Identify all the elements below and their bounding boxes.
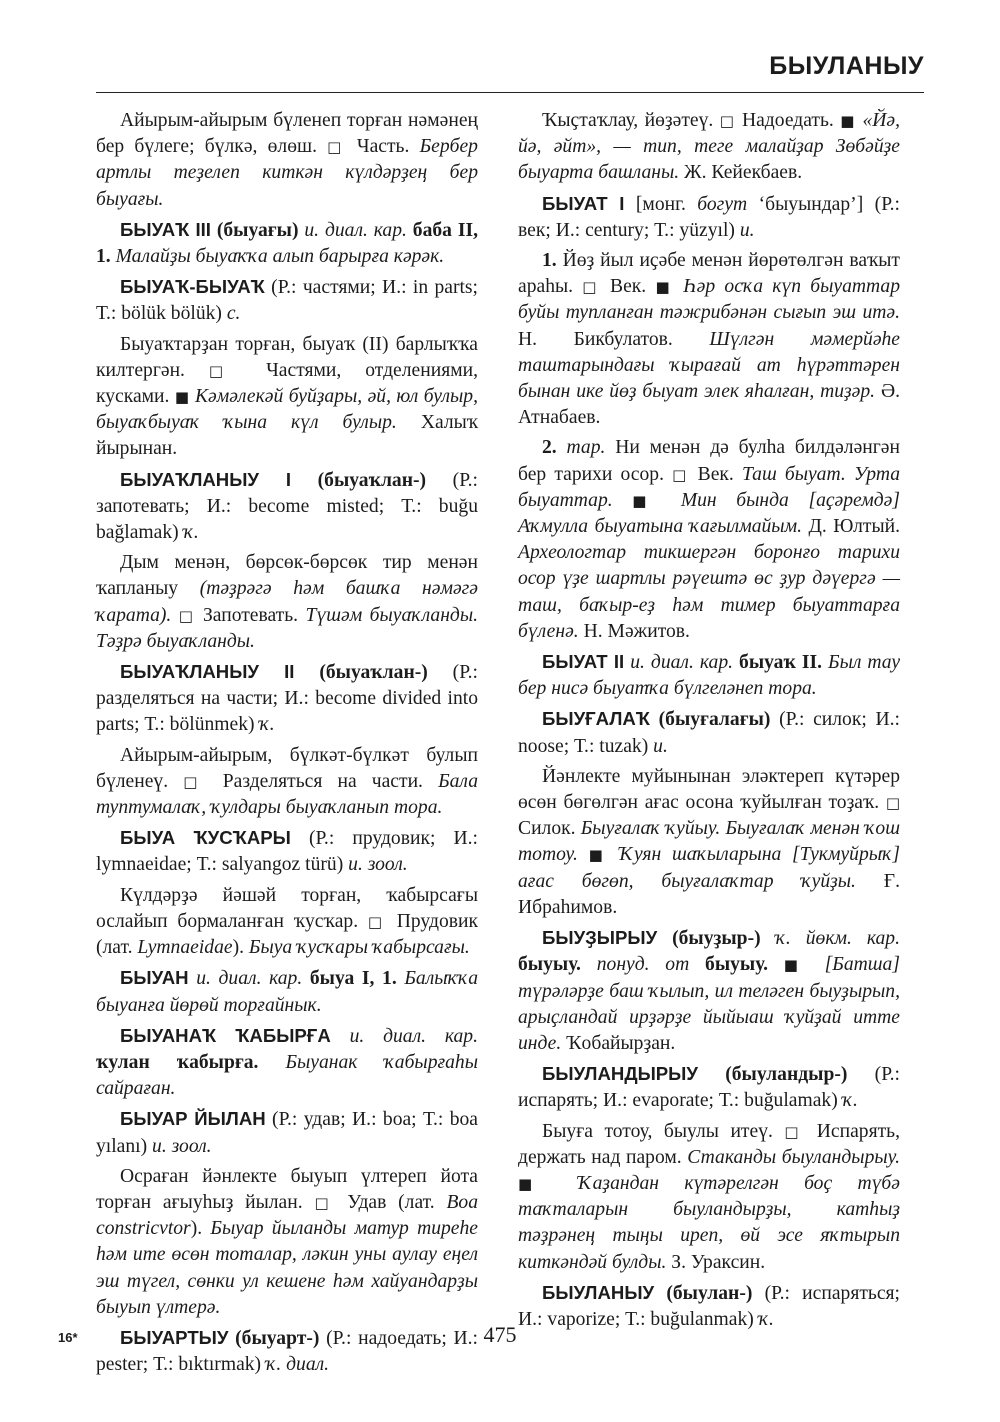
dictionary-paragraph — [96, 1164, 478, 1321]
text-segment: ҡ. — [183, 522, 199, 544]
marker-glyph: ■ — [632, 491, 662, 510]
dictionary-paragraph — [96, 659, 478, 739]
text-segment: Запотевать. — [195, 604, 306, 626]
text-segment: быуаҡ II. — [733, 652, 822, 674]
headword: БЫУЛАНЫУ — [542, 1281, 655, 1303]
headword: БЫУАН — [120, 967, 189, 989]
headword: БЫУАТ I — [542, 192, 625, 214]
text-segment: (Р.: испаряться; И.: vaporize; Т.: buğulanmak) — [518, 1282, 900, 1330]
text-segment: [Батша] түрәләрҙе баш ҡылып, ил теләген быуҙырып, арыҫландай ирҙәрҙе йыйыаш ҡуйҙай итте инде. — [518, 954, 900, 1054]
text-segment: Ни менән дә булһа билдәләнгән бер тарихи осор. — [518, 437, 900, 485]
text-segment — [768, 954, 784, 975]
text-segment — [581, 954, 597, 975]
text-segment: (Р.: частями; И.: in parts; Т.: bölük bölük) — [96, 277, 478, 325]
marker-glyph: ■ — [783, 956, 809, 975]
text-segment: Ә. Атнабаев. — [518, 381, 900, 429]
dictionary-paragraph — [96, 274, 478, 327]
text-segment: Дым менән, бөрсөк-бөрсөк тир менән ҡапланыу — [96, 552, 478, 600]
marker-glyph: ■ — [518, 1174, 553, 1193]
page-number: 475 — [483, 1322, 517, 1347]
text-segment — [171, 605, 178, 626]
text-segment: 2. — [542, 437, 557, 459]
text-segment: Ҡобайырҙан. — [561, 1032, 676, 1054]
text-segment — [331, 1026, 350, 1047]
text-segment: и. зоол. — [348, 854, 408, 876]
right-column — [518, 108, 900, 1337]
text-segment: (Р.: разделяться на части; И.: become divided into parts; Т.: bölünmek) — [96, 662, 478, 736]
left-column — [96, 108, 478, 1382]
text-segment: Быуанак ҡабырғаһы сайраған. — [96, 1051, 478, 1100]
text-segment: Быуғалаҡ ҡуйыу. Быуғалаҡ менән ҡош тотоу. — [518, 818, 900, 866]
text-segment: богут — [697, 193, 748, 215]
dictionary-paragraph — [518, 108, 900, 187]
text-segment: Век. — [600, 276, 656, 298]
text-segment: (тәҙрәгә һәм башҡа нәмәгә ҡарата). — [96, 578, 478, 626]
text-segment: быуа I, 1. — [302, 968, 397, 990]
headword: БЫУАНАҠ ҠАБЫРҒА — [120, 1024, 331, 1046]
dictionary-paragraph — [518, 649, 900, 702]
text-segment — [809, 954, 825, 975]
text-segment: Lymnaeidae — [137, 937, 233, 959]
text-segment: Ҡуян шаҡыларына [Тукмуйрыҡ] ағас бөгөп, быуғалаҡтар ҡуйҙы. — [518, 844, 900, 892]
text-segment: и. — [739, 219, 755, 241]
marker-glyph: □ — [208, 361, 243, 380]
text-segment: (быуаҡлан-) — [294, 662, 428, 684]
text-segment: Бала туптумалаҡ, ҡулдары быуаҡланып тора. — [96, 770, 478, 819]
text-segment: 1. — [542, 250, 557, 272]
text-segment: Разделяться на части. — [207, 770, 439, 792]
dictionary-paragraph — [96, 883, 478, 962]
text-segment: Частями, отделениями, кусками. — [96, 359, 478, 408]
dictionary-paragraph — [518, 1119, 900, 1276]
headword: БЫУҒАЛАҠ — [542, 708, 650, 730]
text-segment: ҡ. йөкм. кар. — [775, 928, 900, 950]
text-segment: Ҡаҙандан күтәрелгән боҫ түбә таҡталарын быуландырҙы, катһыҙ тәҙрәнең тыңы иреп, өй эсе яҡтырып киткәндәй булды. — [518, 1172, 900, 1273]
text-segment: Ҡыҫтаҡлау, йөҙәтеү. — [542, 110, 720, 131]
text-segment: и. диал. кар. — [304, 219, 407, 241]
text-segment: Часть. — [346, 136, 420, 158]
text-segment: Быуға тотоу, быулы итеү. — [542, 1120, 785, 1142]
text-segment — [258, 1052, 285, 1073]
text-segment: (быуаҡлан-) — [291, 469, 427, 491]
text-segment: Н. Мәжитов. — [578, 620, 690, 642]
text-segment: Айырым-айырым, бүлкәт-бүлкәт булып бүленеү. — [96, 744, 478, 792]
headword: БЫУАР ЙЫЛАН — [120, 1108, 266, 1130]
dictionary-paragraph — [96, 1023, 478, 1103]
text-segment: и. диал. кар. — [630, 652, 734, 674]
dictionary-paragraph — [518, 248, 900, 431]
dictionary-paragraph — [518, 764, 900, 921]
headword: БЫУА ҠУСҠАРЫ — [120, 827, 291, 849]
marker-glyph: ■ — [655, 278, 674, 297]
text-segment: ҡ. — [259, 714, 275, 736]
dictionary-paragraph — [96, 1106, 478, 1159]
text-segment: и. диал. кар. — [349, 1025, 478, 1047]
text-segment: Түшәм быуаҡланды. Тәҙрә быуаҡланды. — [96, 604, 478, 652]
headword: БЫУАҠ-БЫУАҠ — [120, 276, 265, 298]
text-segment: быуыу. — [689, 954, 768, 976]
marker-glyph: □ — [178, 606, 196, 625]
text-segment: (Р.: прудовик; И.: lymnaeidae; Т.: salyangoz türü) — [96, 828, 478, 876]
text-segment: и. зоол. — [152, 1135, 212, 1157]
text-segment: Малайҙы быуаҡҡа алып барырға кәрәк. — [115, 246, 445, 268]
text-segment: баба II, 1. — [96, 219, 478, 268]
text-segment: Стаканды быуландырыу. — [687, 1146, 900, 1168]
text-segment — [613, 490, 633, 511]
dictionary-paragraph — [96, 825, 478, 878]
text-segment: Boa constricvtor — [96, 1191, 479, 1240]
text-segment — [609, 844, 620, 865]
headword: БЫУАҠ III — [120, 218, 211, 240]
text-segment — [578, 844, 589, 865]
running-head: БЫУЛАНЫУ — [769, 52, 924, 80]
text-segment: (быуландыр-) — [697, 1064, 848, 1086]
text-segment: Күлдәрҙә йәшәй торған, ҡабырсағы ослайып бормаланған ҡусҡар. — [96, 884, 478, 932]
dictionary-paragraph — [518, 191, 900, 244]
text-segment: ҡулан ҡабырға. — [96, 1051, 259, 1073]
text-segment: Бербер артлы теҙелеп киткән күлдәрҙең бер быуағы. — [96, 136, 478, 210]
text-segment: (Р.: удав; И.: boa; Т.: boa yılanı) — [96, 1109, 479, 1157]
text-segment — [661, 490, 681, 511]
marker-glyph: □ — [367, 912, 387, 931]
marker-glyph: □ — [672, 465, 690, 484]
text-segment: тар. — [566, 437, 606, 459]
text-segment — [674, 276, 683, 297]
text-segment: Н. Бикбулатов. — [518, 328, 710, 350]
headword: БЫУАРТЫУ — [120, 1326, 229, 1348]
text-segment: (быуарт-) — [228, 1327, 320, 1349]
text-segment: Д. Юлтый. — [801, 516, 900, 538]
text-segment: Ғ. Ибраһимов. — [518, 870, 901, 918]
marker-glyph: ■ — [840, 112, 856, 130]
dictionary-paragraph — [96, 550, 478, 655]
marker-glyph: □ — [784, 1122, 806, 1141]
text-segment: ‘быуындар’] (Р.: век; И.: century; Т.: yüzyıl) — [518, 193, 900, 241]
text-segment: Таш быуат. Урта быуаттар. — [518, 463, 901, 511]
text-segment: ҡ. — [842, 1090, 858, 1112]
dictionary-paragraph — [518, 1061, 900, 1114]
text-segment: с. — [226, 303, 241, 325]
dictionary-paragraph — [96, 108, 478, 213]
text-segment: Быуар йыланды матур тиреһе һәм ите өсөн тоталар, ләкин уны аулау еңел эш түгел, сөнки ул кешене һәм хайуандарҙы быуып үлтерә. — [96, 1218, 478, 1318]
text-segment: Быуа ҡусҡары ҡабырсағы. — [248, 937, 470, 959]
text-segment: (быуҙыр-) — [657, 928, 761, 950]
text-segment: Быуаҡтарҙан торған, быуаҡ (II) барлыҡҡа килтергән. — [96, 333, 478, 381]
text-segment: Осраған йәнлекте быуып үлтереп йота торған ағыуһыҙ йылан. — [96, 1165, 478, 1213]
marker-glyph: ■ — [174, 388, 190, 407]
dictionary-paragraph — [96, 965, 478, 1018]
headword: БЫУЛАНДЫРЫУ — [542, 1063, 698, 1085]
text-segment: Археологтар тикшергән боронғо тарихи осор үҙе шартлы рәүештә өс ҙур дәүергә — таш, баҡыр-еҙ һәм тимер быуаттарға бүленә. — [518, 542, 900, 642]
marker-glyph: □ — [719, 112, 736, 130]
text-segment: Халыҡ йырынан. — [96, 412, 479, 460]
text-segment: ). — [232, 937, 249, 959]
text-segment — [557, 437, 567, 458]
text-segment: Силок. — [518, 818, 581, 840]
text-segment: Кәмәлекәй буйҙары, әй, юл булыр, быуаҡбыуаҡ ҡына күл булыр. — [96, 386, 478, 434]
text-segment: ҡ. диал. — [265, 1354, 330, 1376]
text-segment: Һәр осҡа күп быуаттар буйы тупланған тәжрибәнән сығып эш итә. — [518, 276, 900, 324]
headword: БЫУҘЫРЫУ — [542, 927, 658, 949]
dictionary-paragraph — [96, 743, 478, 822]
text-segment: Удав (лат. — [335, 1191, 447, 1213]
marker-glyph: □ — [327, 138, 347, 157]
headword: БЫУАТ II — [542, 651, 625, 673]
text-segment: Был тау бер нисә быуатҡа бүлгеләнеп тора. — [518, 652, 901, 700]
marker-glyph: □ — [314, 1193, 336, 1212]
text-segment: и. диал. кар. — [196, 968, 303, 990]
text-segment: (Р.: силок; И.: noose; Т.: tuzak) — [518, 709, 900, 757]
text-segment: (быуағы) — [210, 219, 305, 241]
text-segment: «Йә, йә, әйт», — тип, теге малайҙар Зөбәйҙе быуарта башланы. — [518, 110, 900, 184]
text-segment: [монг. — [624, 193, 698, 215]
dictionary-paragraph — [96, 467, 478, 547]
text-segment: Мин бында [аҫәремдә] Аҡмулла быуатына ҡағылмайым. — [518, 489, 900, 538]
dictionary-paragraph — [518, 435, 900, 645]
text-segment — [553, 1173, 578, 1194]
text-segment: быуыу. — [518, 954, 581, 976]
text-segment: Айырым-айырым бүленеп торған нәмәнең бер бүлеге; бүлкә, өлөш. — [96, 110, 478, 158]
text-segment: (быулан-) — [654, 1282, 753, 1304]
text-segment: З. Ураксин. — [666, 1251, 766, 1273]
text-segment: Век. — [689, 463, 742, 485]
text-segment: (Р.: надоедать; И.: pester; Т.: bıktırmak) — [96, 1327, 478, 1376]
text-segment: Шүлгән мәмерйәһе таштарындағы ҡырағай ат һүрәттәрен бынан ике йөҙ быуат элек яһалған, тиҙәр. — [518, 328, 901, 403]
text-segment — [761, 928, 776, 949]
marker-glyph: □ — [885, 794, 900, 813]
text-segment: Испарять, держать над паром. — [518, 1120, 900, 1168]
marker-glyph: □ — [183, 772, 208, 791]
dictionary-paragraph — [518, 925, 900, 1057]
text-segment: Балыҡҡа быуанға йөрөй торғайнык. — [96, 968, 479, 1016]
headword: БЫУАҠЛАНЫУ I — [120, 468, 292, 490]
header-rule — [96, 92, 924, 93]
signature-mark: 16* — [58, 1330, 78, 1345]
text-segment: (Р.: запотевать; И.: become misted; Т.: buğu bağlamak) — [96, 469, 478, 544]
text-segment: и. — [653, 735, 668, 757]
dictionary-paragraph — [518, 706, 900, 759]
text-segment: понуд. от — [596, 954, 690, 976]
text-segment: (Р.: испарять; И.: evaporate; Т.: buğulamak) — [518, 1064, 900, 1112]
text-segment: Йәнлекте муйынынан эләктереп күтәрер өсөн бөгөлгән ағас осона ҡуйылған тоҙаҡ. — [518, 765, 900, 814]
text-segment: Надоедать. — [735, 110, 841, 131]
marker-glyph: □ — [582, 278, 601, 297]
headword: БЫУАҠЛАНЫУ II — [120, 661, 295, 683]
text-segment: (быуғалағы) — [649, 709, 771, 731]
text-segment: Ж. Кейекбаев. — [679, 162, 803, 184]
text-segment: ҡ. — [758, 1308, 774, 1330]
text-segment: ). — [190, 1218, 211, 1240]
dictionary-paragraph — [96, 217, 478, 270]
text-segment: Прудовик (лат. — [96, 910, 478, 959]
marker-glyph: ■ — [588, 846, 609, 865]
text-segment: Йөҙ йыл иҫәбе менән йөрөтөлгән ваҡыт араһы. — [518, 250, 900, 298]
dictionary-paragraph — [96, 332, 478, 463]
